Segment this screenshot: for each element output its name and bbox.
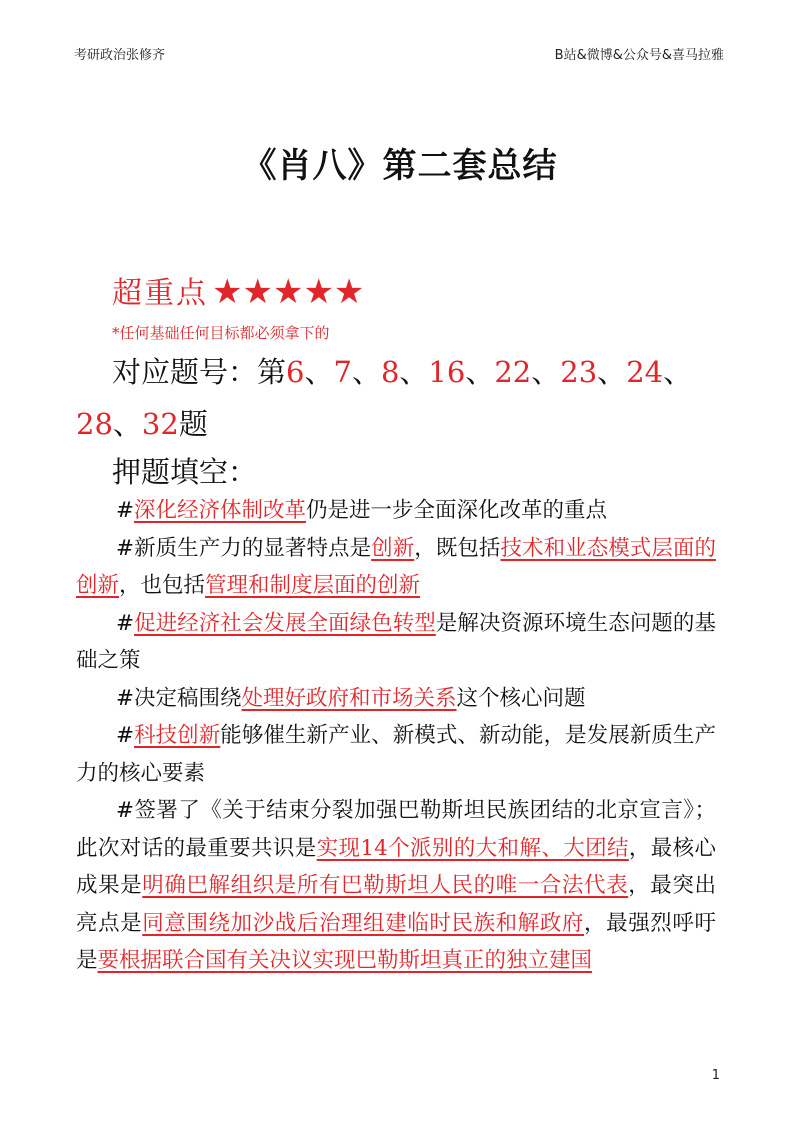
question-number: 8 — [380, 355, 400, 389]
key-phrase: 要根据联合国有关决议实现巴勒斯坦真正的独立建国 — [97, 948, 593, 973]
key-phrase: 深化经济体制改革 — [134, 498, 307, 523]
question-number: 24 — [626, 355, 664, 389]
key-phrase: 实现14个派别的大和解、大团结 — [316, 835, 629, 861]
fill-in-heading: 押题填空： — [112, 455, 258, 489]
section-heading — [112, 268, 364, 312]
list-item: #新质生产力的显著特点是创新，既包括技术和业态模式层面的创新，也包括管理和制度层面的创新 — [76, 535, 716, 598]
key-phrase: 同意围绕加沙战后治理组建临时民族和解政府 — [142, 910, 585, 936]
list-item: #决定稿围绕处理好政府和市场关系这个核心问题 — [116, 685, 586, 711]
header-right: B站&微博&公众号&喜马拉雅 — [554, 48, 724, 63]
list-item: #签署了《关于结束分裂加强巴勒斯坦民族团结的北京宣言》；此次对话的最重要共识是实现14个派别的大和解、大团结，最核心成果是明确巴解组织是所有巴勒斯坦人民的唯一合法代表，最突出亮点是同意围绕加沙战后治理组建临时民族和解政府，最强烈呼吁是要根据联合国有关决议实现巴勒斯坦真正的独立建国 — [76, 798, 716, 973]
rating-stars: ★★★★★ — [212, 272, 365, 312]
list-item: #促进经济社会发展全面绿色转型是解决资源环境生态问题的基础之策 — [76, 610, 716, 673]
key-phrase: 科技创新 — [134, 723, 221, 748]
question-number: 6 — [286, 355, 305, 389]
section-note: *任何基础任何目标都必须拿下的 — [112, 324, 330, 342]
page-number: 1 — [711, 1068, 720, 1083]
key-phrase: 促进经济社会发展全面绿色转型 — [134, 610, 436, 636]
section-label: 超重点 — [112, 276, 208, 311]
key-phrase: 处理好政府和市场关系 — [241, 685, 457, 711]
key-phrase: 明确巴解组织是所有巴勒斯坦人民的唯一合法代表 — [142, 873, 629, 898]
question-number: 22 — [494, 355, 532, 389]
header-left: 考研政治张修齐 — [74, 48, 166, 63]
question-number: 23 — [560, 355, 598, 389]
question-numbers: 对应题号：第6、7、8、16、22、23、24、28、32题 — [76, 355, 693, 441]
key-phrase: 创新 — [371, 535, 415, 561]
question-number: 32 — [141, 407, 179, 441]
question-number: 28 — [76, 407, 113, 441]
key-phrase: 技术和业态模式层面的创新 — [76, 535, 716, 598]
list-item: #科技创新能够催生新产业、新模式、新动能，是发展新质生产力的核心要素 — [76, 723, 716, 786]
question-number: 16 — [428, 355, 466, 389]
key-phrase: 管理和制度层面的创新 — [205, 573, 421, 598]
page-title: 《肖八》第二套总结 — [242, 146, 558, 186]
fill-in-list — [76, 492, 716, 980]
question-number: 7 — [333, 355, 352, 389]
list-item: #深化经济体制改革仍是进一步全面深化改革的重点 — [116, 498, 608, 523]
